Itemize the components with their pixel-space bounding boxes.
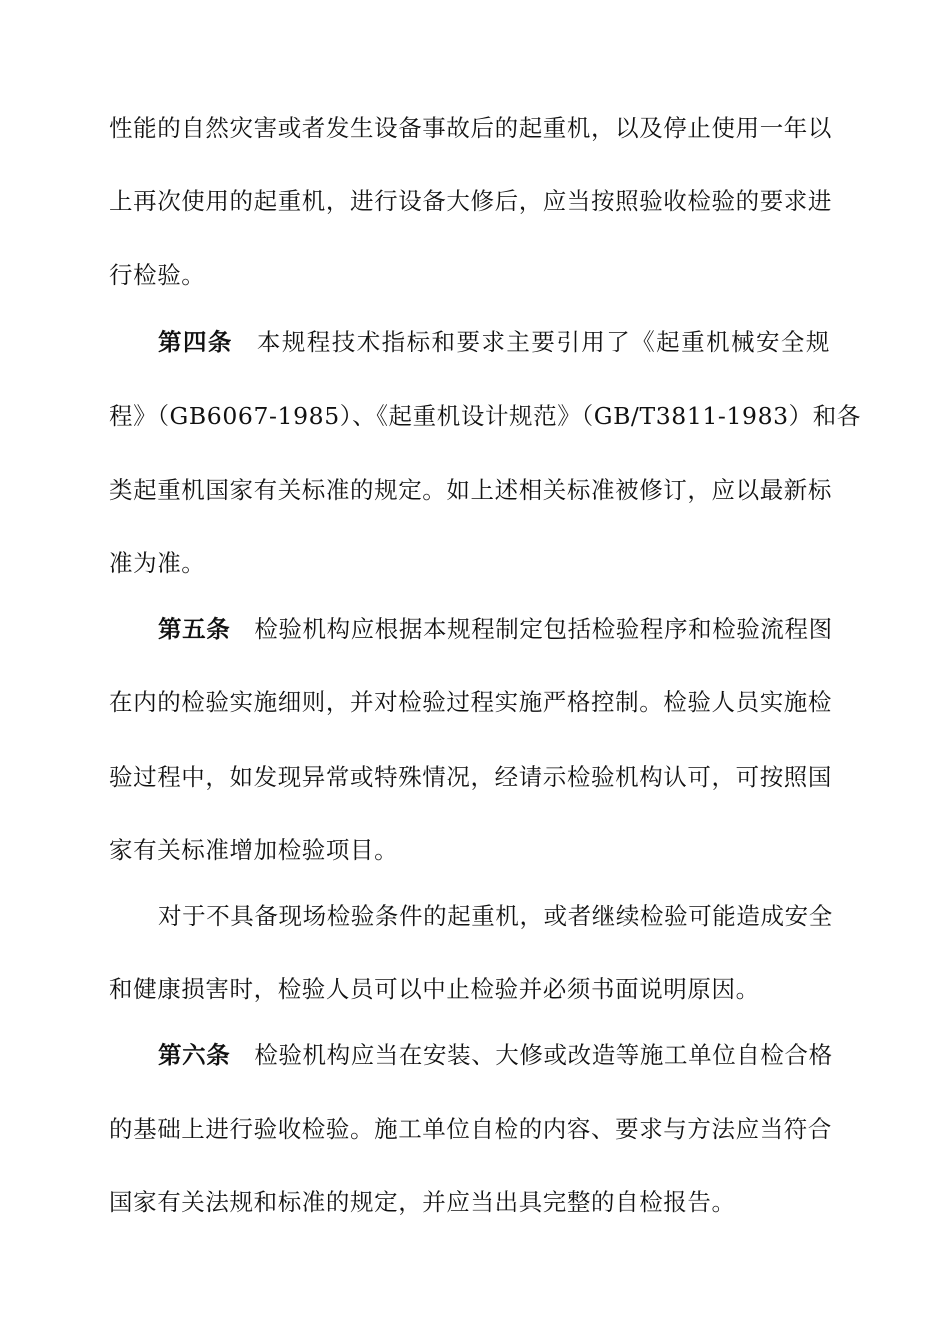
- article-4-line-4: 准为准。: [109, 549, 206, 577]
- article-5-line-3: 验过程中，如发现异常或特殊情况，经请示检验机构认可，可按照国: [109, 763, 832, 791]
- article-5-label: 第五条: [158, 615, 231, 643]
- article-5-line-4: 家有关标准增加检验项目。: [109, 836, 399, 864]
- article-4-line-1: 本规程技术指标和要求主要引用了《起重机械安全规: [256, 328, 830, 356]
- article-4-label: 第四条: [158, 328, 233, 356]
- article-5-line-2: 在内的检验实施细则，并对检验过程实施严格控制。检验人员实施检: [109, 688, 832, 716]
- paragraph-suspend-line-2: 和健康损害时，检验人员可以中止检验并必须书面说明原因。: [109, 975, 760, 1003]
- article-6-label: 第六条: [158, 1041, 231, 1069]
- paragraph-1-line-3: 行检验。: [109, 261, 206, 289]
- paragraph-suspend-line-1: 对于不具备现场检验条件的起重机，或者继续检验可能造成安全: [158, 902, 833, 930]
- article-4-line-3: 类起重机国家有关标准的规定。如上述相关标准被修订，应以最新标: [109, 476, 832, 504]
- article-6-line-3: 国家有关法规和标准的规定，并应当出具完整的自检报告。: [109, 1188, 736, 1216]
- paragraph-1-line-2: 上再次使用的起重机，进行设备大修后，应当按照验收检验的要求进: [109, 187, 832, 215]
- article-6-line-1: 检验机构应当在安装、大修或改造等施工单位自检合格: [254, 1041, 833, 1069]
- article-6-first-line: [158, 1040, 833, 1070]
- paragraph-1-line-1: 性能的自然灾害或者发生设备事故后的起重机，以及停止使用一年以: [109, 114, 832, 142]
- article-5-line-1: 检验机构应根据本规程制定包括检验程序和检验流程图: [254, 615, 833, 643]
- article-4-first-line: [158, 327, 830, 357]
- article-5-first-line: [158, 614, 833, 644]
- article-4-line-2: 程》（GB6067-1985）、《起重机设计规范》（GB/T3811-1983）和各: [109, 402, 861, 430]
- article-6-line-2: 的基础上进行验收检验。施工单位自检的内容、要求与方法应当符合: [109, 1115, 832, 1143]
